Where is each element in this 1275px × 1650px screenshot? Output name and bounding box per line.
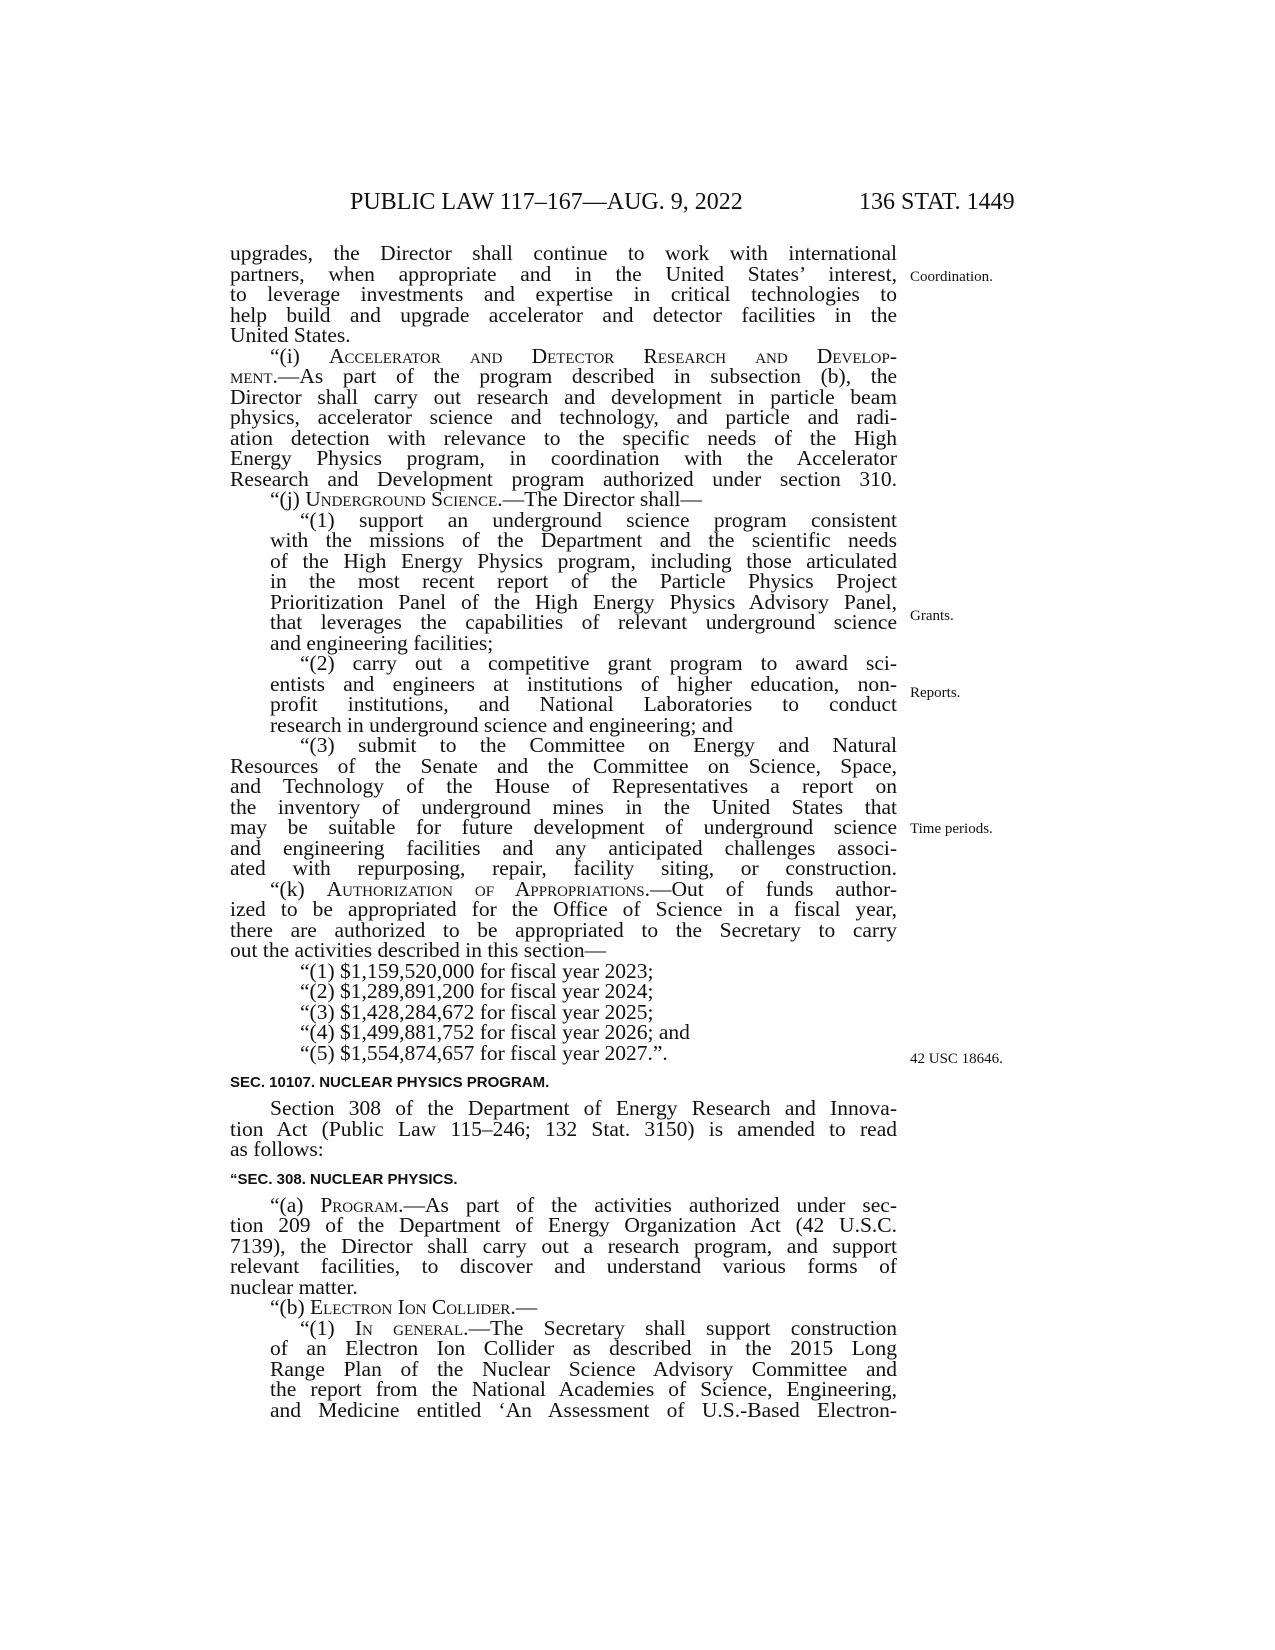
text-line: there are authorized to be appropriated to the Secretary to carry (230, 917, 897, 942)
text-line: entists and engineers at institutions of higher education, non- (270, 671, 897, 696)
text-line: United States. (230, 323, 351, 347)
text-line: of an Electron Ion Collider as described in the 2015 Long (270, 1336, 897, 1360)
subsection-j-heading: “(j) Underground Science.—The Director shall— (270, 487, 703, 511)
paragraph-b1-heading: “(1) In general.—The Secretary shall support construction (300, 1315, 897, 1340)
margin-note-grants: Grants. (910, 608, 954, 624)
text-line: tion 209 of the Department of Energy Organization Act (42 U.S.C. (230, 1213, 897, 1237)
text-line: the inventory of underground mines in the United States that (230, 794, 897, 819)
text-line: that leverages the capabilities of relevant underground science (270, 610, 897, 634)
text-line: with the missions of the Department and the scientific needs (270, 528, 897, 552)
text-line: and Technology of the House of Representatives a report on (230, 774, 897, 798)
text-line: physics, accelerator science and technology, and particle and radi- (230, 405, 897, 429)
margin-note-coordination: Coordination. (910, 269, 993, 285)
text-line: Energy Physics program, in coordination with the Accelerator (230, 446, 897, 470)
text-line: Section 308 of the Department of Energy Research and Innova- (270, 1096, 897, 1120)
margin-note-usc: 42 USC 18646. (910, 1051, 1003, 1067)
text-line: may be suitable for future development of underground science (230, 815, 897, 839)
text-line: relevant facilities, to discover and understand various forms of (230, 1254, 897, 1278)
text-line: in the most recent report of the Particle Physics Project (270, 569, 897, 593)
margin-note-reports: Reports. (910, 685, 961, 701)
text-line: Director shall carry out research and development in particle beam (230, 384, 897, 409)
statute-text (230, 243, 897, 1420)
text-line: and engineering facilities and any anticipated challenges associ- (230, 835, 897, 860)
page-stat-number: 136 STAT. 1449 (859, 189, 1015, 215)
appropriation-item: “(5) $1,554,874,657 for fiscal year 2027.”. (300, 1040, 668, 1065)
text-line: nuclear matter. (230, 1274, 358, 1299)
subsection-k-heading: “(k) Authorization of Appropriations.—Out of funds author- (270, 876, 897, 901)
text-line: 7139), the Director shall carry out a research program, and support (230, 1233, 897, 1258)
paragraph-j3-first-line: “(3) submit to the Committee on Energy and Natural (300, 733, 897, 757)
text-line: upgrades, the Director shall continue to work with international (230, 241, 897, 265)
subsection-a-heading: “(a) Program.—As part of the activities authorized under sec- (270, 1192, 897, 1217)
text-line: as follows: (230, 1137, 324, 1161)
text-line: out the activities described in this section— (230, 938, 607, 962)
subsection-b-heading: “(b) Electron Ion Collider.— (270, 1295, 538, 1319)
text-line: tion Act (Public Law 115–246; 132 Stat. 3150) is amended to read (230, 1116, 897, 1141)
text-line: of the High Energy Physics program, including those articulated (270, 548, 897, 573)
text-line: ated with repurposing, repair, facility siting, or construction. (230, 856, 897, 880)
text-line: and engineering facilities; (270, 630, 494, 655)
text-line: and Medicine entitled ‘An Assessment of U.S.-Based Electron- (270, 1397, 897, 1422)
paragraph-j2-first-line: “(2) carry out a competitive grant program to award sci- (300, 651, 897, 675)
subsection-i-heading: “(i) Accelerator and Detector Research and Develop- (270, 343, 897, 368)
running-header-title: PUBLIC LAW 117–167—AUG. 9, 2022 (350, 189, 743, 215)
text-line: ized to be appropriated for the Office of Science in a fiscal year, (230, 897, 897, 921)
section-10107-heading: SEC. 10107. NUCLEAR PHYSICS PROGRAM. (230, 1074, 550, 1091)
text-line: ment.—As part of the program described in subsection (b), the (230, 364, 897, 388)
paragraph-j1-first-line: “(1) support an underground science program consistent (300, 507, 897, 532)
text-line: ation detection with relevance to the specific needs of the High (230, 425, 897, 450)
appropriation-item: “(4) $1,499,881,752 for fiscal year 2026; and (300, 1020, 690, 1044)
text-line: research in underground science and engineering; and (270, 712, 733, 737)
appropriation-item: “(2) $1,289,891,200 for fiscal year 2024; (300, 979, 654, 1003)
text-line: help build and upgrade accelerator and detector facilities in the (230, 302, 897, 327)
appropriation-item: “(1) $1,159,520,000 for fiscal year 2023; (300, 958, 654, 983)
margin-note-time-periods: Time periods. (910, 821, 993, 837)
text-line: the report from the National Academies of Science, Engineering, (270, 1377, 897, 1401)
section-308-heading: “SEC. 308. NUCLEAR PHYSICS. (230, 1170, 458, 1188)
text-line: Research and Development program authorized under section 310. (230, 466, 897, 491)
text-line: partners, when appropriate and in the United States’ interest, (230, 261, 897, 286)
text-line: profit institutions, and National Laboratories to conduct (270, 692, 897, 716)
appropriation-item: “(3) $1,428,284,672 for fiscal year 2025; (300, 999, 654, 1024)
text-line: to leverage investments and expertise in critical technologies to (230, 282, 897, 306)
text-line: Resources of the Senate and the Committee on Science, Space, (230, 753, 897, 778)
text-line: Prioritization Panel of the High Energy Physics Advisory Panel, (270, 589, 897, 614)
text-line: Range Plan of the Nuclear Science Advisory Committee and (270, 1356, 897, 1381)
